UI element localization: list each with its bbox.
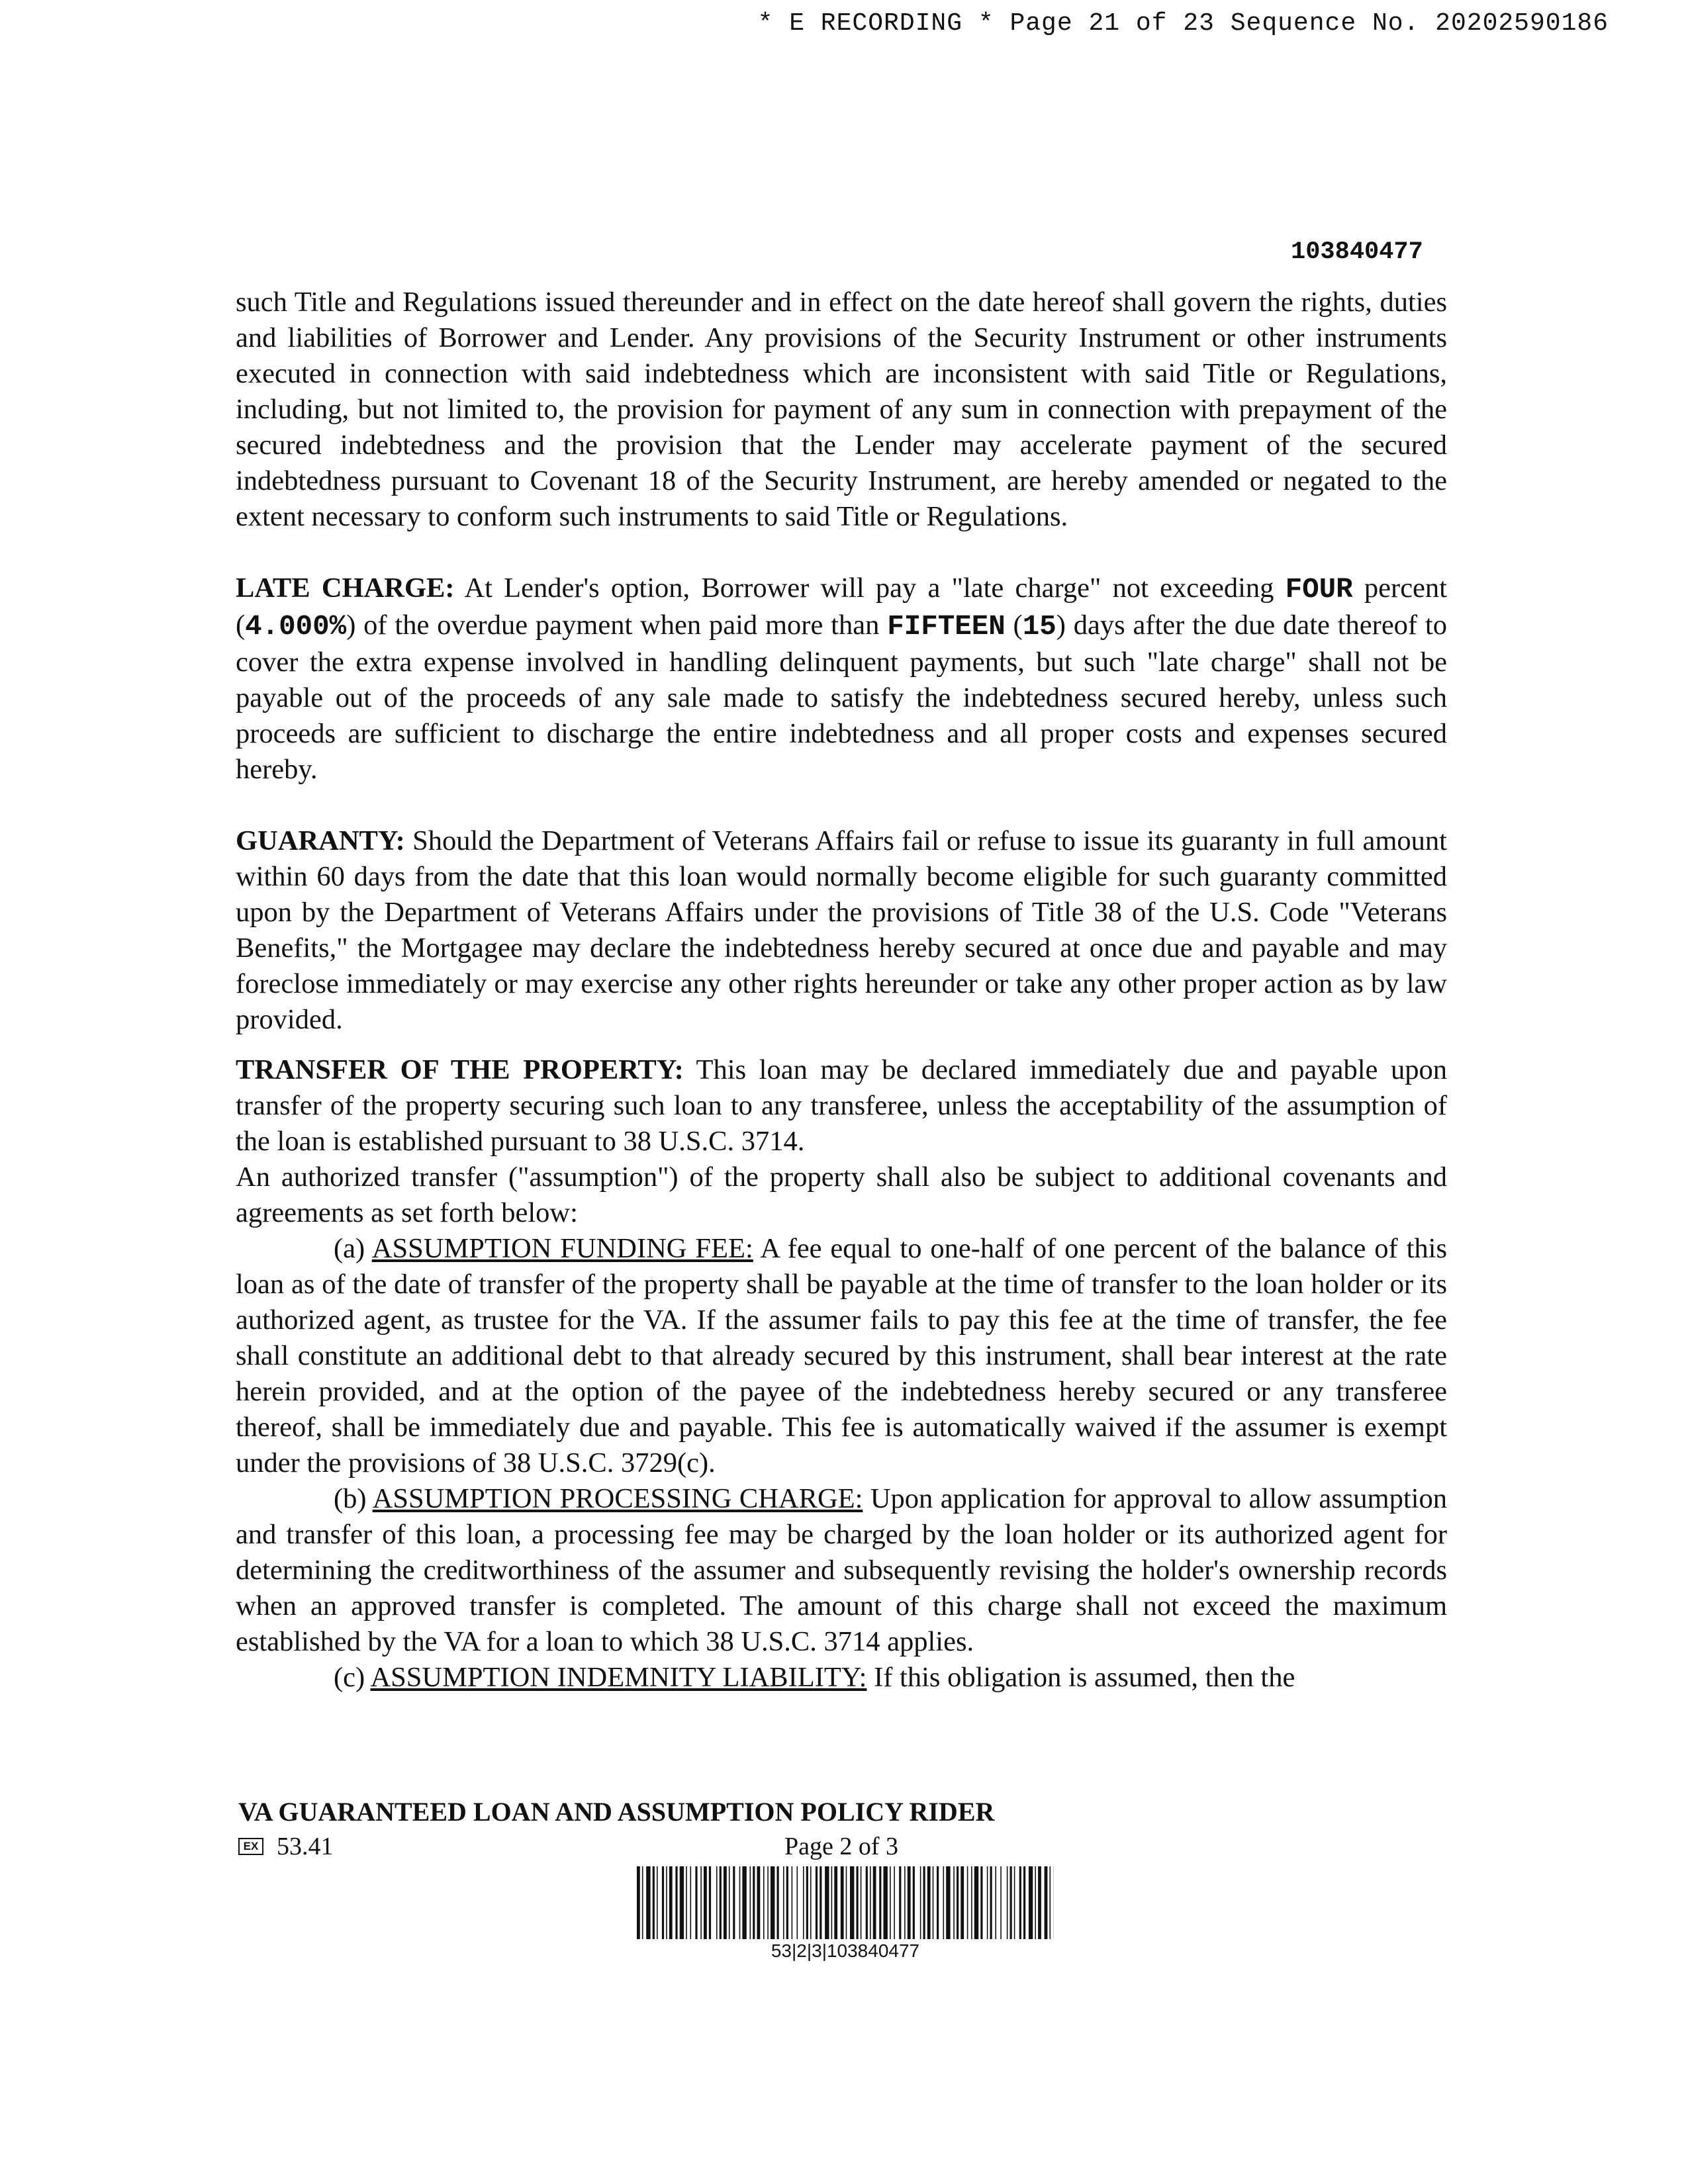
- paragraph-transfer-2: An authorized transfer ("assumption") of the property shall also be subject to additional covenants and agreements as set forth below:: [236, 1161, 1447, 1228]
- document-body: [236, 285, 1447, 1696]
- paragraph-late-charge: [236, 570, 1447, 788]
- item-a-heading: ASSUMPTION FUNDING FEE:: [371, 1233, 753, 1264]
- guaranty-text: Should the Department of Veterans Affairs fail or refuse to issue its guaranty in full amount within 60 days from the date that this loan would normally become eligible for such guaranty committed upon by the Department of Veterans Affairs under the provisions of Title 38 of the U.S. Code "Veterans Benefits," the Mortgagee may declare the indebtedness hereby secured at once due and payable and may foreclose immediately or may exercise any other rights hereunder or take any other proper action as by law provided.: [236, 825, 1447, 1035]
- late-charge-text-1: At Lender's option, Borrower will pay a "late charge" not exceeding: [454, 572, 1286, 604]
- late-charge-heading: LATE CHARGE:: [236, 572, 455, 604]
- item-a-funding-fee: [236, 1231, 1447, 1481]
- item-c-prefix: (c): [334, 1662, 371, 1693]
- late-charge-text-2: percent (: [236, 572, 1447, 641]
- late-charge-percent-word: FOUR: [1285, 574, 1353, 606]
- page-number: Page 2 of 3: [784, 1833, 899, 1860]
- late-charge-text-4: (: [1005, 610, 1023, 641]
- item-c-indemnity-liability: [236, 1660, 1447, 1696]
- form-code-number: 53.41: [277, 1833, 334, 1860]
- item-b-prefix: (b): [334, 1483, 373, 1514]
- item-b-heading: ASSUMPTION PROCESSING CHARGE:: [372, 1483, 863, 1514]
- loan-number: 103840477: [1291, 238, 1423, 266]
- item-b-text: Upon application for approval to allow assumption and transfer of this loan, a processing fee may be charged by the loan holder or its authorized agent for determining the creditworthiness of the assumer and subsequently revising the holder's ownership records when an approved transfer is completed. The amount of this charge shall not exceed the maximum established by the VA for a loan to which 38 U.S.C. 3714 applies.: [236, 1483, 1447, 1657]
- item-c-text: If this obligation is assumed, then the: [867, 1662, 1295, 1693]
- transfer-text: This loan may be declared immediately due and payable upon transfer of the property securing such loan to any transferee, unless the acceptability of the assumption of the loan is established pursuant to 38 U.S.C. 3714.: [236, 1054, 1447, 1157]
- paragraph-transfer: [236, 1052, 1447, 1160]
- paragraph-title-regulations: such Title and Regulations issued thereunder and in effect on the date hereof shall govern the rights, duties and liabilities of Borrower and Lender. Any provisions of the Security Instrument or other instruments executed in connection with said indebtedness which are inconsistent with said Title or Regulations, including, but not limited to, the provision for payment of any sum in connection with prepayment of the secured indebtedness and the provision that the Lender may accelerate payment of the secured indebtedness pursuant to Covenant 18 of the Security Instrument, are hereby amended or negated to the extent necessary to conform such instruments to said Title or Regulations.: [236, 287, 1447, 532]
- late-charge-days-word: FIFTEEN: [887, 611, 1006, 643]
- transfer-heading: TRANSFER OF THE PROPERTY:: [236, 1054, 684, 1085]
- item-c-heading: ASSUMPTION INDEMNITY LIABILITY:: [370, 1662, 867, 1693]
- late-charge-text-5: ) days after the due date thereof to cover the extra expense involved in handling delinquent payments, but such "late charge" shall not be payable out of the proceeds of any sale made to satisfy the indebtedness secured hereby, unless such proceeds are sufficient to discharge the entire indebtedness and all proper costs and expenses secured hereby.: [236, 610, 1447, 785]
- recording-header: * E RECORDING * Page 21 of 23 Sequence No. 20202590186: [757, 9, 1609, 38]
- guaranty-heading: GUARANTY:: [236, 825, 405, 856]
- item-a-prefix: (a): [334, 1233, 372, 1264]
- form-code: [238, 1832, 334, 1861]
- paragraph-guaranty: [236, 823, 1447, 1038]
- item-b-processing-charge: [236, 1481, 1447, 1660]
- late-charge-percent-number: 4.000%: [245, 611, 347, 643]
- barcode-icon: [637, 1866, 1054, 1939]
- item-a-text: A fee equal to one-half of one percent of the balance of this loan as of the date of transfer of the property shall be payable at the time of transfer to the loan holder or its authorized agent, as trustee for the VA. If the assumer fails to pay this fee at the time of transfer, the fee shall constitute an additional debt to that already secured by this instrument, shall bear interest at the rate herein provided, and at the option of the payee of the indebtedness hereby secured or any transferee thereof, shall be immediately due and payable. This fee is automatically waived if the assumer is exempt under the provisions of 38 U.S.C. 3729(c).: [236, 1233, 1448, 1479]
- form-logo-icon: EX: [238, 1838, 263, 1855]
- late-charge-text-3: ) of the overdue payment when paid more than: [346, 610, 888, 641]
- barcode-text: 53|2|3|103840477: [771, 1940, 920, 1961]
- rider-title: VA GUARANTEED LOAN AND ASSUMPTION POLICY RIDER: [238, 1797, 995, 1827]
- late-charge-days-number: 15: [1022, 611, 1056, 643]
